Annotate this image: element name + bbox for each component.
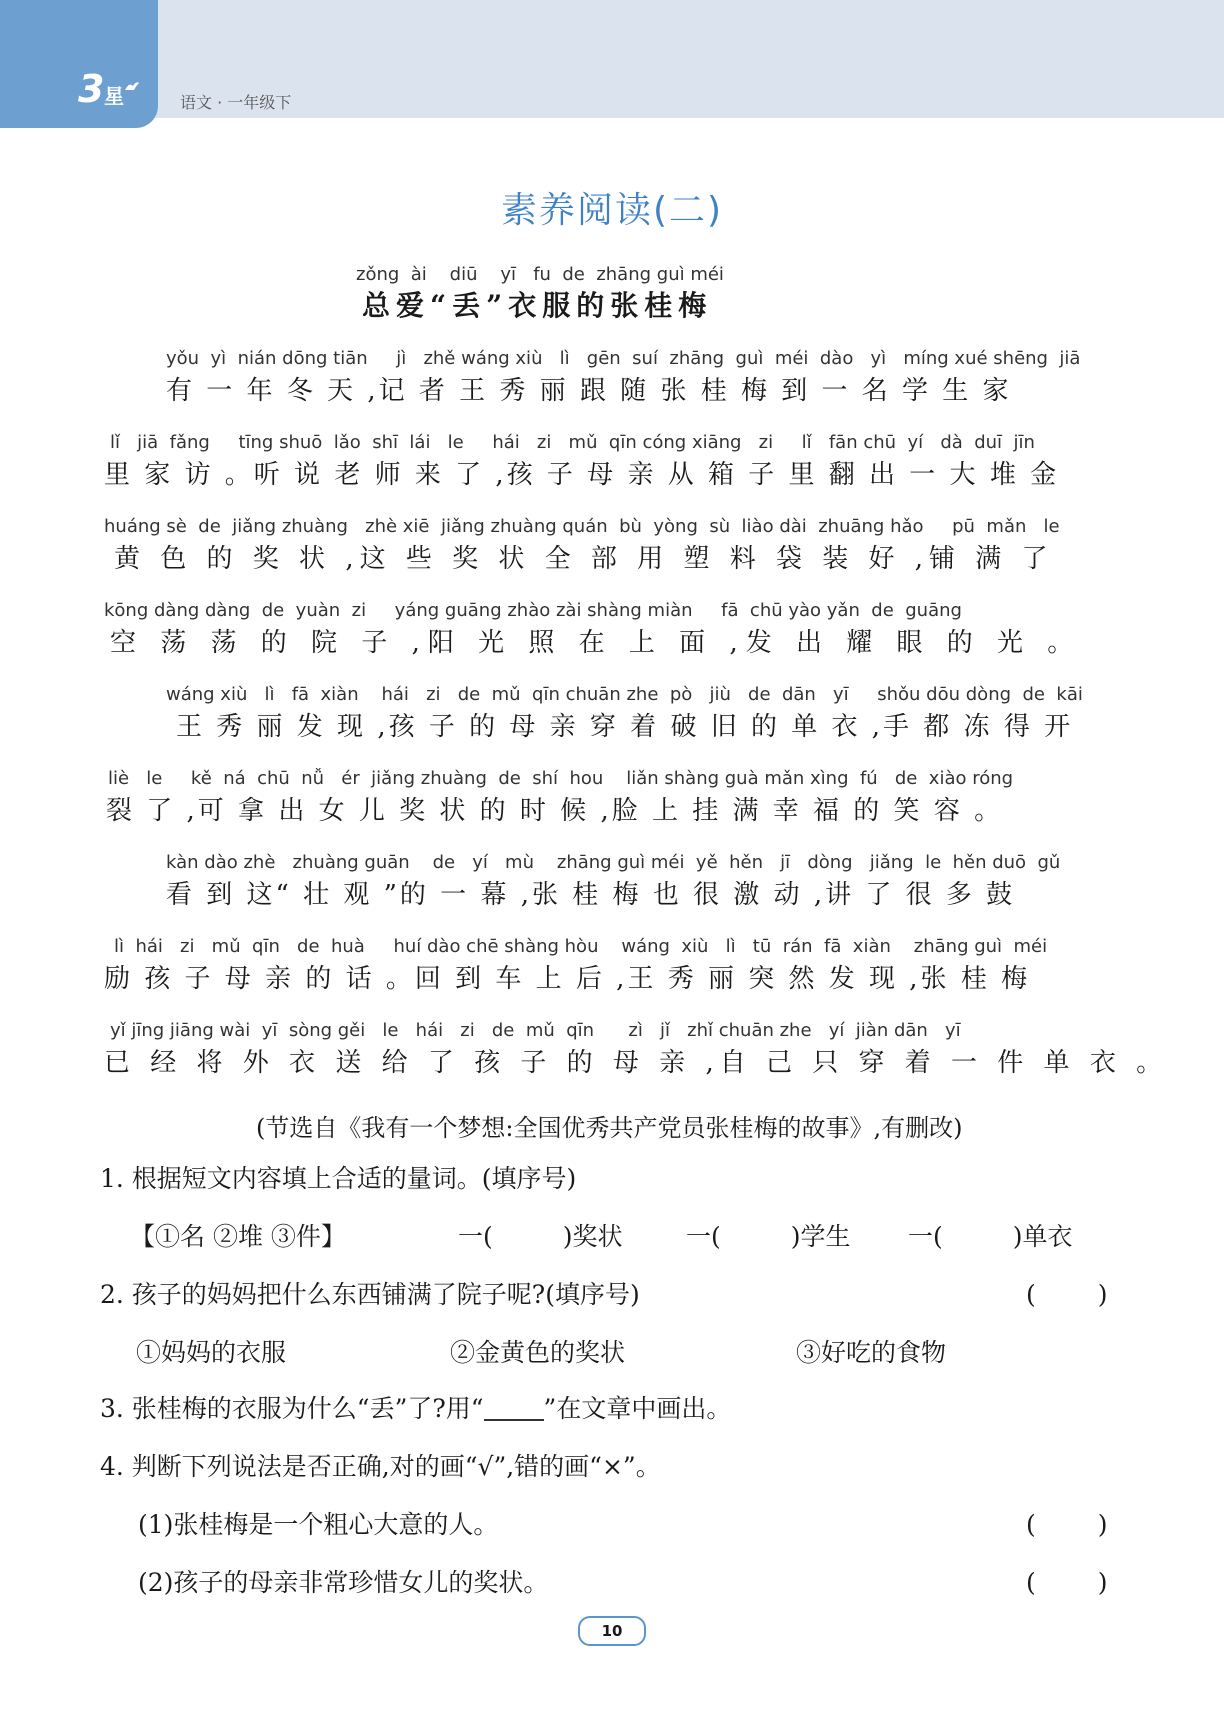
star-badge [0,0,158,128]
bird-icon [124,80,140,94]
paren-close: ) [1097,1510,1108,1539]
star-number: 3 [78,67,105,111]
answer-box[interactable] [1026,1282,1108,1307]
paren-close: ) [1097,1280,1108,1309]
story-text-line: 黄 色 的 奖 状 ,这 些 奖 状 全 部 用 塑 料 袋 装 好 ,铺 满 了 [114,544,1054,574]
story-pinyin-line: kōng dàng dàng de yuàn zi yáng guāng zhào zài shàng miàn fā chū yào yǎn de guāng [104,600,962,621]
story-text-line: 王 秀 丽 发 现 ,孩 子 的 母 亲 穿 着 破 旧 的 单 衣 ,手 都 冻 得 开 [176,712,1074,742]
story-text-line: 里 家 访 。听 说 老 师 来 了 ,孩 子 母 亲 从 箱 子 里 翻 出 一 大 堆 金 [104,460,1060,490]
blank-label: )奖状 [562,1222,623,1251]
question-3-text: 3. 张桂梅的衣服为什么“丢”了?用“ [100,1394,484,1423]
story-pinyin-line: lì hái zi mǔ qīn de huà huí dào chē shàng hòu wáng xiù lì tū rán fā xiàn zhāng guì méi [114,936,1048,957]
question-4: 4. 判断下列说法是否正确,对的画“√”,错的画“×”。 [100,1452,661,1481]
blank-open: 一( [908,1222,943,1251]
question-1-blank[interactable] [686,1224,851,1249]
story-text-line: 有 一 年 冬 天 ,记 者 王 秀 丽 跟 随 张 桂 梅 到 一 名 学 生 家 [166,376,1012,406]
story-pinyin-line: liè le kě ná chū nǚ ér jiǎng zhuàng de shí hou liǎn shàng guà mǎn xìng fú de xiào róng [108,768,1014,789]
blank-open: 一( [458,1222,493,1251]
question-1-blank[interactable] [458,1224,623,1249]
paren-open: ( [1026,1280,1036,1309]
story-pinyin-line: lǐ jiā fǎng tīng shuō lǎo shī lái le hái zi mǔ qīn cóng xiāng zi lǐ fān chū yí dà duī jīn [110,432,1035,453]
story-text-line: 空 荡 荡 的 院 子 ,阳 光 照 在 上 面 ,发 出 耀 眼 的 光 。 [110,628,1082,658]
story-pinyin-line: wáng xiù lì fā xiàn hái zi de mǔ qīn chuān zhe pò jiù de dān yī shǒu dōu dòng de kāi [166,684,1083,705]
story-pinyin-line: yǒu yì nián dōng tiān jì zhě wáng xiù lì gēn suí zhāng guì méi dào yì míng xué shēng jiā [166,348,1081,369]
page-title: 素养阅读(二) [500,190,724,231]
answer-box[interactable] [1026,1570,1108,1595]
question-2-option: ②金黄色的奖状 [450,1338,626,1367]
blank-open: 一( [686,1222,721,1251]
story-title-pinyin: zǒng ài diū yī fu de zhāng guì méi [356,264,724,285]
story-text-line: 已 经 将 外 衣 送 给 了 孩 子 的 母 亲 ,自 己 只 穿 着 一 件 单 衣 。 [104,1048,1169,1078]
story-pinyin-line: huáng sè de jiǎng zhuàng zhè xiē jiǎng zhuàng quán bù yòng sù liào dài zhuāng hǎo pū mǎn le [104,516,1060,537]
question-3 [100,1396,731,1421]
blank-label: )学生 [790,1222,851,1251]
paren-open: ( [1026,1568,1036,1597]
page-number: 10 [578,1616,646,1646]
story-pinyin-line: kàn dào zhè zhuàng guān de yí mù zhāng guì méi yě hěn jī dòng jiǎng le hěn duō gǔ [166,852,1061,873]
question-4-item: (2)孩子的母亲非常珍惜女儿的奖状。 [138,1568,549,1597]
question-1: 1. 根据短文内容填上合适的量词。(填序号) [100,1164,577,1193]
story-text-line: 裂 了 ,可 拿 出 女 儿 奖 状 的 时 候 ,脸 上 挂 满 幸 福 的 笑 容 。 [106,796,1004,826]
underline-sample [484,1399,544,1421]
question-1-options: 【①名 ②堆 ③件】 [130,1222,346,1251]
question-3-text-end: ”在文章中画出。 [543,1394,732,1423]
answer-box[interactable] [1026,1512,1108,1537]
blank-label: )单衣 [1012,1222,1073,1251]
story-text-line: 看 到 这“ 壮 观 ”的 一 幕 ,张 桂 梅 也 很 激 动 ,讲 了 很 多 鼓 [166,880,1016,910]
question-1-blank[interactable] [908,1224,1073,1249]
paren-open: ( [1026,1510,1036,1539]
star-label: 星 [104,84,124,108]
question-2: 2. 孩子的妈妈把什么东西铺满了院子呢?(填序号) [100,1280,640,1309]
story-pinyin-line: yǐ jīng jiāng wài yī sòng gěi le hái zi de mǔ qīn zì jǐ zhǐ chuān zhe yí jiàn dān yī [110,1020,961,1041]
story-text-line: 励 孩 子 母 亲 的 话 。回 到 车 上 后 ,王 秀 丽 突 然 发 现 ,张 桂 梅 [104,964,1031,994]
question-4-item: (1)张桂梅是一个粗心大意的人。 [138,1510,499,1539]
subject-label: 语文 · 一年级下 [180,93,292,112]
source-citation: (节选自《我有一个梦想:全国优秀共产党员张桂梅的故事》,有删改) [256,1114,963,1142]
paren-close: ) [1097,1568,1108,1597]
question-2-option: ①妈妈的衣服 [136,1338,287,1367]
story-title: 总爱“丢”衣服的张桂梅 [362,289,713,322]
question-2-option: ③好吃的食物 [796,1338,947,1367]
